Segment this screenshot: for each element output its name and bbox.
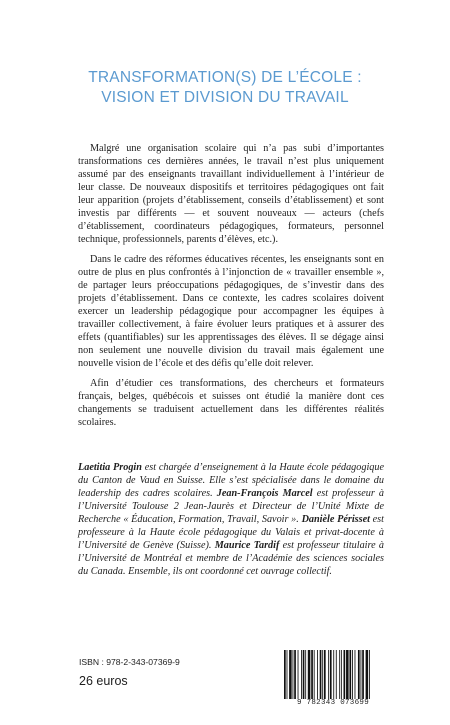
barcode-digits: 9 782343 073699	[282, 699, 384, 707]
author-description: est professeur titulaire à l’Université de Montréal et membre de l’Académie des sciences sociales du Canada. Ensemble, ils ont coordonné cet ouvrage collectif.	[78, 540, 384, 577]
author-name: Jean-François Marcel	[216, 488, 313, 499]
authors-bio	[78, 461, 384, 578]
barcode-bar	[366, 650, 369, 700]
barcode-bar	[344, 650, 346, 700]
barcode-bar	[311, 650, 313, 700]
summary-paragraph: Dans le cadre des réformes éducatives récentes, les enseignants sont en outre de plus en plus confrontés à l’injonction de « travailler ensemble », de partager leurs préoccupations pédagogiques, de s’investir dans des projets d’établissement. Dans ce contexte, les cadres scolaires doivent exercer un leadership pédagogique pour accompagner les équipes à travailler collectivement, à faire évoluer leurs pratiques et à assurer des effets (quantifiables) sur les apprentissages des élèves. Il se dégage ainsi non seulement une nouvelle division du travail mais également une nouvelle vision de l’école et des défis qu’elle doit relever.	[78, 254, 384, 369]
author-name: Maurice Tardif	[214, 540, 280, 551]
barcode-bar	[284, 650, 286, 700]
author-name: Laetitia Progin	[78, 462, 142, 473]
barcode-bar	[293, 650, 294, 700]
title-line-2: VISION ET DIVISION DU TRAVAIL	[101, 89, 349, 106]
barcode-bar	[336, 650, 337, 700]
isbn-number: ISBN : 978-2-343-07369-9	[79, 657, 180, 667]
barcode-bar	[341, 650, 342, 700]
author-description: est professeur à l’Université Toulouse 2 Jean-Jaurès et Directeur de l’Unité Mixte de Recherche « Éducation, Formation, Travail, Savoir ».	[78, 488, 385, 525]
barcode-bar	[362, 650, 364, 700]
barcode-bar	[322, 650, 323, 700]
title-line-1: TRANSFORMATION(S) DE L’ÉCOLE :	[88, 69, 362, 86]
barcode-bar	[361, 650, 362, 700]
barcode-bar	[305, 650, 306, 700]
barcode-bar	[369, 650, 370, 700]
summary-text	[78, 142, 384, 436]
author-description: est professeure à la Haute école pédagogique du Valais et privat-docente à l’Université de Genève (Suisse).	[78, 514, 384, 551]
barcode-bar	[358, 650, 360, 700]
barcode-bar	[324, 650, 326, 700]
summary-paragraph: Afin d’étudier ces transformations, des chercheurs et formateurs français, belges, québécois et suisses ont étudié la manière dont ces changements se traduisent actuellement dans les différentes réalités scolaires.	[78, 378, 384, 428]
author-description: est chargée d’enseignement à la Haute école pédagogique du Canton de Vaud en Suisse. Elle s’est spécialisée dans le domaine du leadership des cadres scolaires.	[78, 462, 384, 499]
barcode-bar	[328, 650, 329, 700]
book-title	[20, 68, 430, 108]
barcode-bar	[339, 650, 340, 700]
barcode-bar	[301, 650, 302, 700]
barcode-bar	[308, 650, 311, 700]
barcode-bar	[294, 650, 296, 700]
barcode-bar	[355, 650, 356, 700]
price: 26 euros	[79, 674, 128, 688]
barcode-bar	[289, 650, 292, 700]
barcode-bar	[287, 650, 288, 700]
summary-paragraph: Malgré une organisation scolaire qui n’a pas subi d’importantes transformations ces dernières années, le travail n’est plus uniquement assumé par des enseignants travaillant individuellement à l’intérieur de leur classe. De nouveaux dispositifs et territoires pédagogiques ont fait leur apparition (projets d’établissement, conseils d’établissement) et sont investis par différents — et souvent nouveaux — acteurs (chefs d’établissement, coordinateurs pédagogiques, formateurs, personnel technique, professionnels, parents d’élèves, etc.).	[78, 143, 384, 245]
barcode-bar	[349, 650, 351, 700]
author-name: Danièle Périsset	[301, 514, 370, 525]
barcode-icon	[282, 650, 384, 704]
barcode-bar	[330, 650, 332, 700]
barcode-bar	[303, 650, 305, 700]
barcode-bar	[314, 650, 315, 700]
barcode-bar	[298, 650, 299, 700]
barcode-bar	[317, 650, 318, 700]
barcode-bar	[352, 650, 353, 700]
barcode-bar	[320, 650, 322, 700]
barcode-bar	[346, 650, 349, 700]
barcode-bar	[333, 650, 334, 700]
